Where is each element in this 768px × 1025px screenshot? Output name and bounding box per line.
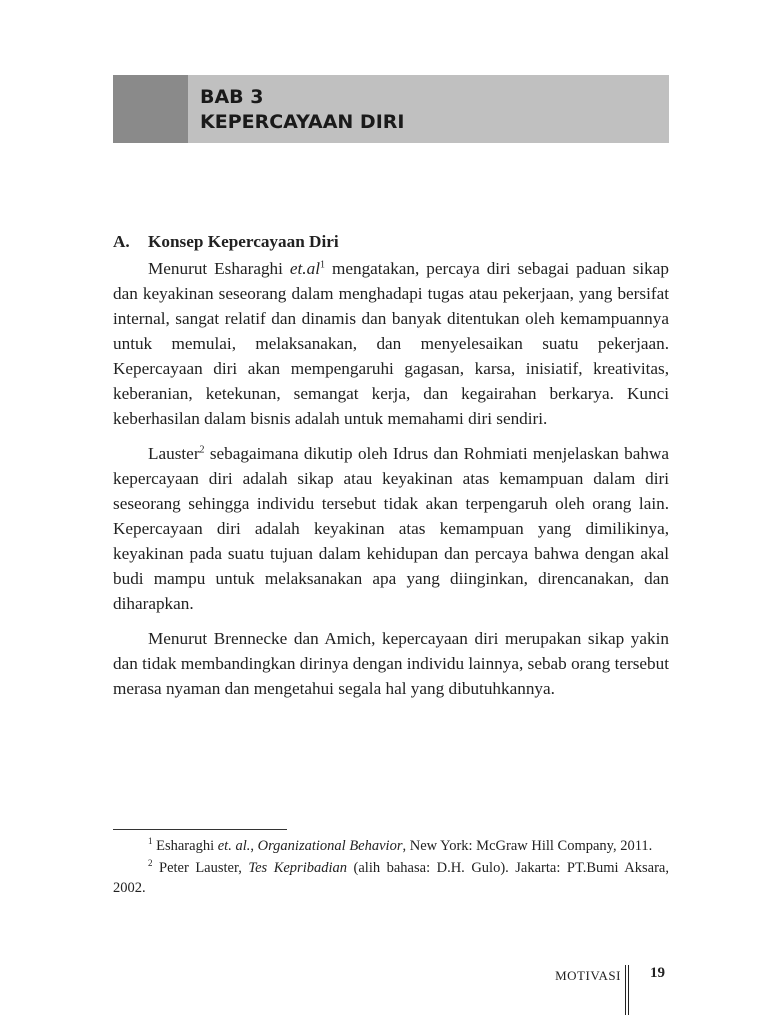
footnote-2-text-b: (alih bahasa: D.H. Gulo). Jakarta: PT.Bumi Aksara, 2002.: [113, 860, 669, 896]
chapter-header: [113, 75, 669, 143]
running-title: MOTIVASI: [555, 968, 621, 983]
chapter-titles: [188, 75, 404, 143]
section-number: A.: [113, 232, 130, 251]
footnote-1-italic-b: Organizational Behavior: [257, 838, 403, 854]
chapter-label: BAB 3: [200, 86, 264, 108]
page-number: 19: [650, 965, 665, 981]
footer-rule-left: [625, 965, 626, 1015]
footer-rule-right: [628, 965, 629, 1015]
section-heading: [113, 229, 669, 254]
footnote-1-text-b: , New York: McGraw Hill Company, 2011.: [402, 838, 653, 854]
footnotes: [113, 836, 669, 900]
footnote-1-sep: ,: [250, 838, 258, 854]
page-footer: [0, 965, 768, 1025]
chapter-header-accent: [113, 75, 188, 143]
footnote-1-marker: 1: [148, 836, 153, 847]
footnote-divider: [113, 829, 287, 830]
footnote-2-marker: 2: [148, 858, 153, 869]
chapter-title: KEPERCAYAAN DIRI: [200, 111, 405, 133]
paragraph-2-text-a: Lauster: [148, 444, 200, 463]
paragraph-1-italic: et.al: [289, 259, 320, 278]
paragraph-1-text-b: mengatakan, percaya diri sebagai paduan sikap dan keyakinan seseorang dalam menghadapi tugas atau pekerjaan, yang bersifat internal, sangat relatif dan dinamis dan banyak ditentukan oleh kemampuannya untuk memulai, melaksanakan, dan menyelesaikan suatu pekerjaan. Kepercayaan diri akan mempengaruhi gagasan, karsa, inisiatif, kreativitas, keberanian, ketekunan, semangat kerja, dan kegairahan berkarya. Kunci keberhasilan dalam bisnis adalah untuk memahami diri sendiri.: [113, 259, 669, 428]
paragraph-2: [113, 441, 669, 616]
paragraph-2-text-b: sebagaimana dikutip oleh Idrus dan Rohmiati menjelaskan bahwa kepercayaan diri adalah sikap atau keyakinan atas kemampuan dalam diri seseorang sehingga individu tersebut tidak akan terpengaruh oleh orang lain. Kepercayaan diri adalah keyakinan atas kemampuan yang dimilikinya, keyakinan pada suatu tujuan dalam kehidupan dan percaya bahwa dengan akal budi mampu untuk melaksanakan apa yang diinginkan, direncanakan, dan diharapkan.: [113, 444, 669, 613]
footnote-1: [113, 836, 669, 856]
footnote-2-italic: Tes Kepribadian: [248, 860, 348, 876]
body-content: [113, 229, 669, 711]
paragraph-1: [113, 256, 669, 431]
section-title: Konsep Kepercayaan Diri: [148, 232, 339, 251]
footnote-ref-1: 1: [319, 259, 325, 271]
footnote-1-text-a: Esharaghi: [152, 838, 218, 854]
footnote-1-italic-a: et. al.: [217, 838, 251, 854]
footnote-2-text-a: Peter Lauster,: [152, 860, 249, 876]
footnote-2: [113, 858, 669, 898]
footnote-ref-2: 2: [199, 444, 205, 456]
paragraph-1-text-a: Menurut Esharaghi: [148, 259, 290, 278]
paragraph-3: Menurut Brennecke dan Amich, kepercayaan diri merupakan sikap yakin dan tidak membandingkan dirinya dengan individu lainnya, sebab orang tersebut merasa nyaman dan mengetahui segala hal yang dibutuhkannya.: [113, 629, 669, 698]
